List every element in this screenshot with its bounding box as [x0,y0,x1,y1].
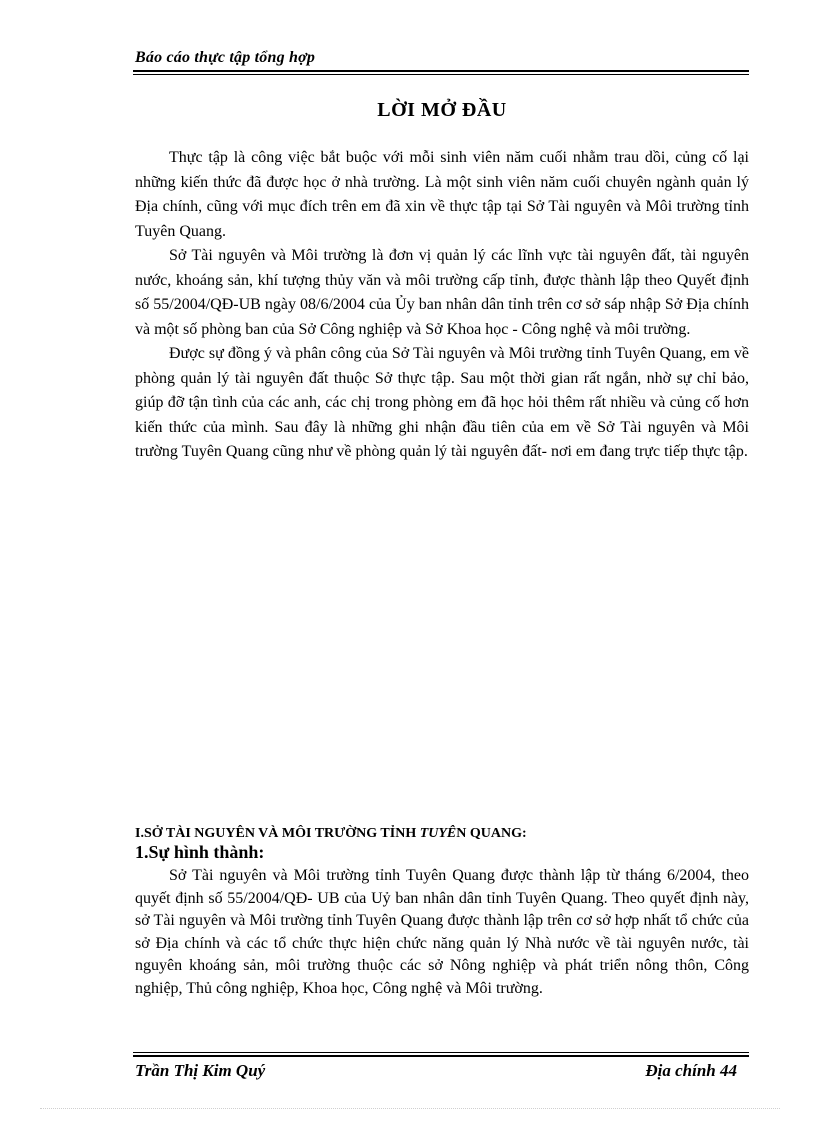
header-rule-thin [133,74,749,75]
page-title: LỜI MỞ ĐẦU [377,99,507,121]
header-title: Báo cáo thực tập tổng hợp [135,49,316,66]
section-heading-part3: N QUANG: [456,826,527,841]
section-paragraph: Sở Tài nguyên và Môi trường tỉnh Tuyên Quang được thành lập từ tháng 6/2004, theo quyết định số 55/2004/QĐ- UB của Uỷ ban nhân dân tỉnh Tuyên Quang. Theo quyết định này, sở Tài nguyên và Môi trường tỉnh Tuyên Quang được thành lập trên cơ sở hợp nhất tổ chức của sở Địa chính và các tổ chức thực hiện chức năng quản lý Nhà nước về tài nguyên nước, tài nguyên khoáng sản, môi trường thuộc các sở Nông nghiệp và phát triển nông thôn, Công nghiệp, Thủ công nghiệp, Khoa học, Công nghệ và Môi trường. [135,867,749,997]
intro-paragraph-3: Được sự đồng ý và phân công của Sở Tài nguyên và Môi trường tỉnh Tuyên Quang, em về phòng quản lý tài nguyên đất thuộc Sở thực tập. Sau một thời gian rất ngắn, nhờ sự chỉ bảo, giúp đỡ tận tình của các anh, các chị trong phòng em đã học hỏi thêm rất nhiều và củng cố hơn kiến thức của mình. Sau đây là những ghi nhận đầu tiên của em về Sở Tài nguyên và Môi trường Tuyên Quang cũng như về phòng quản lý tài nguyên đất- nơi em đang trực tiếp thực tập. [135,345,749,460]
intro-text [135,146,749,465]
footer-rule-thick [133,1055,749,1057]
header-rule-thick [133,70,749,72]
intro-paragraph-2: Sở Tài nguyên và Môi trường là đơn vị quản lý các lĩnh vực tài nguyên đất, tài nguyên nước, khoáng sản, khí tượng thủy văn và môi trường cấp tỉnh, được thành lập theo Quyết định số 55/2004/QĐ-UB ngày 08/6/2004 của Ủy ban nhân dân tỉnh trên cơ sở sáp nhập Sở Địa chính và một số phòng ban của Sở Công nghiệp và Sở Khoa học - Công nghệ và môi trường. [135,247,749,338]
page-bottom-divider [40,1108,780,1109]
sub-heading: 1.Sự hình thành: [135,842,265,862]
footer-rule-thin [133,1052,749,1053]
section-heading [135,826,527,842]
section-heading-part1: I.SỞ TÀI NGUYÊN VÀ MÔI TRƯỜNG TỈNH [135,826,420,841]
intro-paragraph-1: Thực tập là công việc bắt buộc với mỗi sinh viên năm cuối nhằm trau dồi, củng cố lại những kiến thức đã được học ở nhà trường. Là một sinh viên năm cuối chuyên ngành quản lý Địa chính, cũng với mục đích trên em đã xin về thực tập tại Sở Tài nguyên và Môi trường tỉnh Tuyên Quang. [135,149,749,240]
footer-class-label: Địa chính 44 [645,1061,737,1080]
section-text [135,865,749,1000]
footer-author: Trần Thị Kim Quý [135,1061,266,1080]
section-heading-part2: TUYÊ [419,826,457,841]
